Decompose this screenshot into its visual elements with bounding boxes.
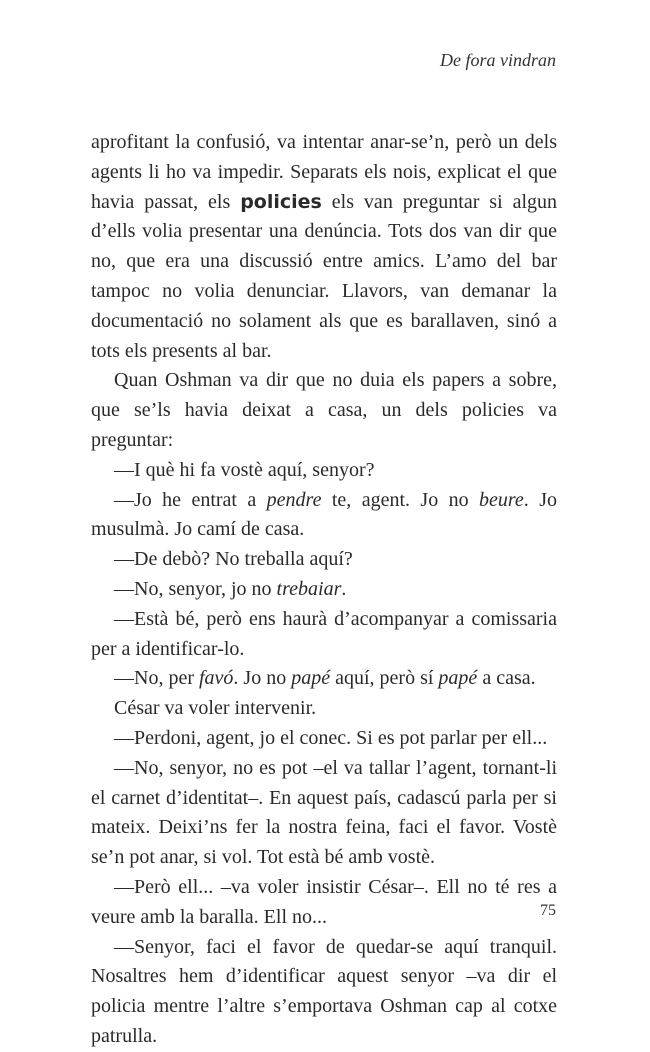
paragraph (91, 486, 557, 546)
text-run: . Jo no (233, 667, 292, 690)
italic-text-run: favó (198, 667, 234, 690)
italic-text-run: beure (479, 488, 524, 511)
text-run: —Està bé, però ens haurà d’acompanyar a comissaria per a identificar-lo. (91, 607, 557, 660)
paragraph (91, 873, 557, 933)
text-run: els van preguntar si algun d’ells volia presentar una denúncia. Tots dos van dir que no, que era una discussió entre amics. L’amo del bar tampoc no volia denunciar. Llavors, van demanar la documentació no solament als que es barallaven, sinó a tots els presents al bar. (91, 190, 558, 362)
paragraph (91, 128, 557, 366)
text-run: a casa. (477, 667, 536, 690)
paragraph (91, 605, 557, 665)
paragraph (91, 694, 557, 724)
text-run: —Jo he entrat a (114, 488, 267, 511)
text-run: —No, senyor, jo no (114, 577, 277, 600)
paragraph (91, 575, 557, 605)
text-run: —No, per (114, 667, 199, 690)
paragraph (91, 366, 557, 455)
text-run: César va voler intervenir. (114, 697, 317, 720)
text-run: Quan Oshman va dir que no duia els papers a sobre, que se’ls havia deixat a casa, un dels policies va preguntar: (91, 369, 557, 451)
text-run: te, agent. Jo no (321, 488, 479, 511)
paragraph (91, 933, 557, 1052)
text-run: . (341, 577, 347, 600)
body-text (91, 128, 557, 1052)
text-run: —Perdoni, agent, jo el conec. Si es pot parlar per ell... (114, 726, 548, 749)
paragraph (91, 456, 557, 486)
paragraph (91, 724, 557, 754)
italic-text-run: trebaiar (276, 577, 342, 600)
text-run: —Senyor, faci el favor de quedar-se aquí tranquil. Nosaltres hem d’identificar aquest senyor –va dir el policia mentre l’altre s’emportava Oshman cap al cotxe patrulla. (91, 935, 557, 1047)
text-run: . Jo musulmà. Jo camí de casa. (91, 488, 557, 541)
bold-text-run: policies (240, 190, 322, 213)
paragraph (91, 664, 557, 694)
page-number: 75 (540, 902, 556, 919)
text-run: —No, senyor, no es pot –el va tallar l’agent, tornant-li el carnet d’identitat–. En aquest país, cadascú parla per si mateix. Deixi’ns fer la nostra feina, faci el favor. Vostè se’n pot anar, si vol. Tot està bé amb vostè. (91, 756, 557, 869)
running-head-title: De fora vindran (440, 50, 556, 70)
text-run: —De debò? No treballa aquí? (114, 548, 353, 571)
text-run: aprofitant la confusió, va intentar anar-se’n, però un dels agents li ho va impedir. Separats els nois, explicat el que havia passat, els (91, 131, 557, 213)
italic-text-run: pendre (266, 488, 322, 511)
italic-text-run: papé (438, 667, 478, 690)
text-run: —I què hi fa vostè aquí, senyor? (114, 458, 375, 481)
paragraph (91, 754, 557, 873)
italic-text-run: papé (291, 667, 331, 690)
paragraph (91, 545, 557, 575)
text-run: —Però ell... –va voler insistir César–. Ell no té res a veure amb la baralla. Ell no... (91, 875, 557, 928)
text-run: aquí, però sí (330, 667, 439, 690)
